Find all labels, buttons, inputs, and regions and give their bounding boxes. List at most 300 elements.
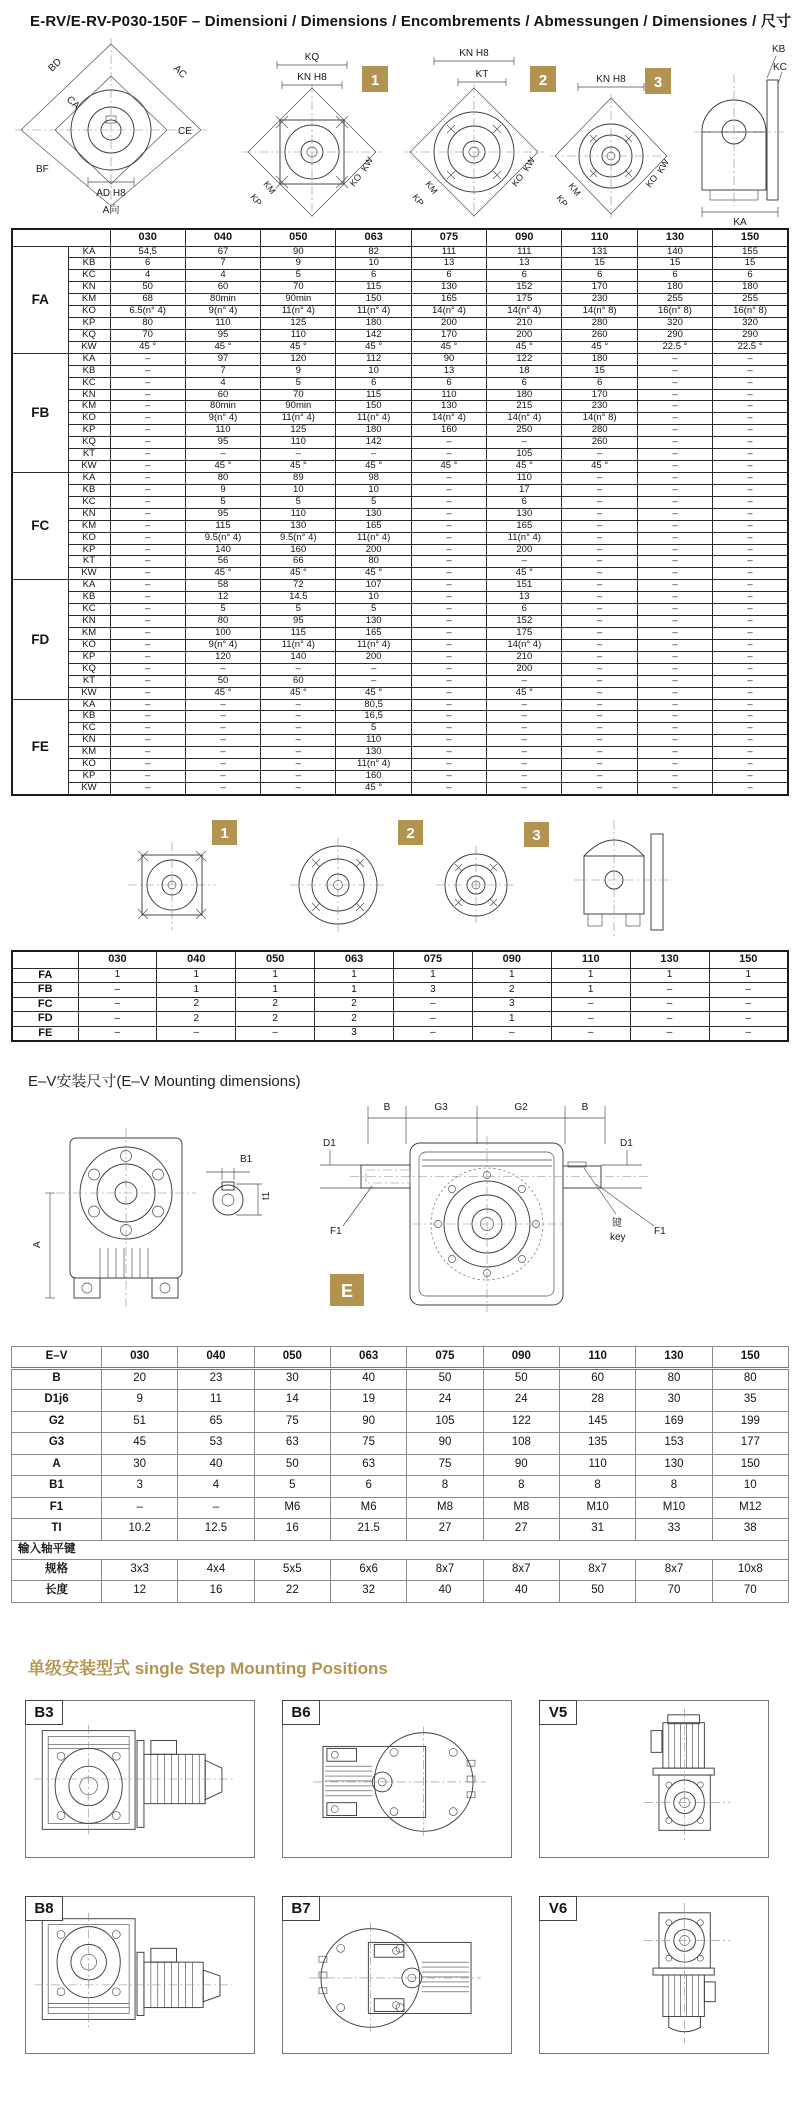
dim-value: 230 — [562, 401, 637, 413]
dim-value: – — [110, 449, 185, 461]
dim-label: KC — [773, 62, 787, 73]
dim-value: 80 — [110, 318, 185, 330]
ev-row-ti — [12, 1519, 789, 1541]
dim-value: – — [637, 711, 712, 723]
ev-value: – — [102, 1497, 178, 1519]
group-label-fa: FA — [12, 246, 68, 353]
flange-type-label: FC — [12, 997, 78, 1012]
dim-value: – — [713, 639, 788, 651]
ev-value: 110 — [559, 1454, 635, 1476]
dim-value: – — [411, 532, 486, 544]
dim-label: KM — [423, 179, 440, 196]
mounting-position-b6 — [282, 1700, 512, 1858]
ev-value: 50 — [559, 1581, 635, 1603]
dim-label: CA — [63, 94, 82, 112]
dim-value: 130 — [261, 520, 336, 532]
dim-value: – — [487, 711, 562, 723]
flange-type-label: FB — [12, 983, 78, 998]
dim-value: 67 — [185, 246, 260, 258]
dim-value: – — [713, 520, 788, 532]
dim-value: – — [411, 604, 486, 616]
dim-row-fc-kt — [12, 556, 788, 568]
ev-value: 9 — [102, 1390, 178, 1412]
ev-value: 35 — [712, 1390, 788, 1412]
dim-value: – — [411, 592, 486, 604]
ev-value: 199 — [712, 1411, 788, 1433]
dim-value: 45 ° — [110, 341, 185, 353]
dim-value: – — [487, 556, 562, 568]
ev-value: M10 — [636, 1497, 712, 1519]
dim-label: G3 — [434, 1102, 448, 1113]
dim-value: – — [637, 532, 712, 544]
dim-name: KN — [68, 389, 110, 401]
flange-value: 2 — [157, 1012, 236, 1027]
dim-value: 16(n° 8) — [637, 306, 712, 318]
dim-row-fa-ko — [12, 306, 788, 318]
dim-value: – — [261, 711, 336, 723]
dim-row-fb-ko — [12, 413, 788, 425]
ev-value: 8x7 — [559, 1559, 635, 1581]
dim-value: 45 ° — [336, 782, 411, 794]
svg-text:3: 3 — [653, 74, 663, 91]
dim-row-fe-km — [12, 747, 788, 759]
mounting-position-label: B6 — [282, 1700, 320, 1725]
dim-name: KP — [68, 318, 110, 330]
ev-value: 24 — [483, 1390, 559, 1412]
dim-label: KW — [521, 155, 537, 173]
size-column-header: 150 — [709, 951, 788, 968]
dim-value: 115 — [261, 628, 336, 640]
dim-value: – — [562, 687, 637, 699]
ev-value: M8 — [483, 1497, 559, 1519]
dim-value: 11(n° 4) — [261, 639, 336, 651]
dim-row-fa-kb — [12, 258, 788, 270]
dim-value: – — [261, 771, 336, 783]
ev-value: 30 — [254, 1368, 330, 1390]
size-column-header: 040 — [185, 229, 260, 246]
dim-value: 13 — [487, 592, 562, 604]
ev-value: 12 — [102, 1581, 178, 1603]
dim-label: F1 — [654, 1226, 666, 1237]
flange-value: 2 — [236, 1012, 315, 1027]
ev-value: 22 — [254, 1581, 330, 1603]
dim-row-fc-kb — [12, 484, 788, 496]
dim-value: – — [562, 699, 637, 711]
ev-value: 75 — [254, 1411, 330, 1433]
output-shaft-end-view — [15, 38, 207, 216]
dim-value: – — [110, 771, 185, 783]
dim-value: 6 — [487, 496, 562, 508]
flange-row-fe — [12, 1026, 788, 1041]
dim-label: KN H8 — [297, 72, 327, 83]
dim-value: – — [110, 580, 185, 592]
ev-section-title: E–V安装尺寸(E–V Mounting dimensions) — [28, 1073, 301, 1090]
dim-name: KO — [68, 413, 110, 425]
dim-value: 280 — [562, 425, 637, 437]
dim-value: 45 ° — [261, 687, 336, 699]
dim-value: 215 — [487, 401, 562, 413]
dim-value: 125 — [261, 318, 336, 330]
dim-value: – — [411, 699, 486, 711]
flange-value: – — [472, 1026, 551, 1041]
dim-value: 14(n° 4) — [487, 639, 562, 651]
flange-type-1-drawing — [242, 52, 382, 220]
dim-label: KA — [733, 217, 747, 228]
dim-value: – — [562, 651, 637, 663]
dim-name: KN — [68, 508, 110, 520]
dim-value: – — [637, 389, 712, 401]
flange-value: 3 — [472, 997, 551, 1012]
dim-value: 13 — [411, 258, 486, 270]
view-label: A向 — [102, 205, 120, 216]
ev-value: 20 — [102, 1368, 178, 1390]
ev-row-label: A — [12, 1454, 102, 1476]
dim-name: KA — [68, 473, 110, 485]
flange-value: 1 — [551, 968, 630, 983]
dim-value: 90 — [261, 246, 336, 258]
dim-row-fd-km — [12, 628, 788, 640]
ev-value: 10.2 — [102, 1519, 178, 1541]
dim-value: – — [637, 353, 712, 365]
ev-header-cell: 030 — [102, 1347, 178, 1369]
dim-value: 200 — [487, 329, 562, 341]
dim-value: – — [110, 663, 185, 675]
dim-value: – — [637, 377, 712, 389]
dim-value: 70 — [261, 282, 336, 294]
dim-row-fa-kw — [12, 341, 788, 353]
dim-value: 10 — [336, 592, 411, 604]
ev-value: 63 — [330, 1454, 406, 1476]
dim-value: 11(n° 4) — [261, 306, 336, 318]
dim-value: – — [637, 723, 712, 735]
ev-value: 8x7 — [407, 1559, 483, 1581]
dim-label: G2 — [514, 1102, 528, 1113]
dim-value: 11(n° 4) — [336, 759, 411, 771]
dim-value: 150 — [336, 294, 411, 306]
ev-value: 108 — [483, 1433, 559, 1455]
dim-row-fb-ka — [12, 353, 788, 365]
dim-row-fe-kb — [12, 711, 788, 723]
dim-value: 165 — [487, 520, 562, 532]
dim-value: – — [637, 771, 712, 783]
dim-value: – — [110, 723, 185, 735]
flange-type-label: FE — [12, 1026, 78, 1041]
dim-value: 105 — [487, 449, 562, 461]
dim-name: KW — [68, 341, 110, 353]
dim-value: 6 — [336, 377, 411, 389]
dim-value: 82 — [336, 246, 411, 258]
dim-row-fa-kc — [12, 270, 788, 282]
dim-value: 50 — [185, 675, 260, 687]
ev-value: 3x3 — [102, 1559, 178, 1581]
flange-value: – — [630, 1012, 709, 1027]
dim-value: 110 — [261, 437, 336, 449]
dim-name: KA — [68, 246, 110, 258]
dim-value: 130 — [411, 282, 486, 294]
ev-value: 14 — [254, 1390, 330, 1412]
dim-value: 110 — [261, 329, 336, 341]
dim-value: 115 — [336, 389, 411, 401]
dim-value: 80 — [336, 556, 411, 568]
ev-header-cell: 150 — [712, 1347, 788, 1369]
dim-value: – — [637, 365, 712, 377]
dim-value: – — [562, 508, 637, 520]
dim-value: – — [487, 747, 562, 759]
dim-value: – — [110, 556, 185, 568]
dim-value: – — [713, 723, 788, 735]
dim-name: KB — [68, 484, 110, 496]
dim-value: 80,5 — [336, 699, 411, 711]
dim-value: – — [637, 449, 712, 461]
dim-value: – — [185, 782, 260, 794]
dim-value: 210 — [487, 651, 562, 663]
dim-label: KQ — [304, 52, 320, 63]
group-label-fc: FC — [12, 473, 68, 580]
dim-value: – — [110, 651, 185, 663]
dim-value: – — [110, 687, 185, 699]
dim-row-fb-kc — [12, 377, 788, 389]
flange-value: – — [394, 1026, 473, 1041]
dim-value: 140 — [185, 544, 260, 556]
dim-value: 18 — [487, 365, 562, 377]
ev-value: 4x4 — [178, 1559, 254, 1581]
flange-value: – — [78, 1012, 157, 1027]
dim-value: – — [637, 639, 712, 651]
dim-value: – — [637, 735, 712, 747]
flange-value: – — [630, 997, 709, 1012]
dim-value: – — [562, 663, 637, 675]
dim-value: – — [110, 484, 185, 496]
dim-label: BF — [36, 164, 49, 175]
dim-value: – — [713, 699, 788, 711]
dim-value: 72 — [261, 580, 336, 592]
flange-value: 1 — [157, 968, 236, 983]
ev-value: 4 — [178, 1476, 254, 1498]
ev-value: 80 — [712, 1368, 788, 1390]
dim-name: KM — [68, 401, 110, 413]
mounting-position-label: B8 — [25, 1896, 63, 1921]
dim-value: – — [562, 520, 637, 532]
dim-name: KP — [68, 771, 110, 783]
dim-value: 175 — [487, 628, 562, 640]
dim-value: 45 ° — [562, 341, 637, 353]
dim-name: KB — [68, 365, 110, 377]
dim-value: – — [110, 711, 185, 723]
flange-value: – — [551, 1026, 630, 1041]
dim-value: – — [562, 735, 637, 747]
flange-row-fd — [12, 1012, 788, 1027]
dim-name: KN — [68, 616, 110, 628]
dim-row-fe-kw — [12, 782, 788, 794]
dim-value: – — [185, 711, 260, 723]
ev-value: 8 — [636, 1476, 712, 1498]
flange-value: 1 — [394, 968, 473, 983]
dim-value: – — [637, 663, 712, 675]
dim-value: – — [411, 580, 486, 592]
flange-value: 2 — [157, 997, 236, 1012]
dim-name: KN — [68, 282, 110, 294]
dim-value: – — [261, 747, 336, 759]
dim-value: 45 ° — [336, 687, 411, 699]
dim-value: 16,5 — [336, 711, 411, 723]
ev-value: – — [178, 1497, 254, 1519]
dim-value: 160 — [336, 771, 411, 783]
dim-label: KO — [509, 171, 526, 189]
dim-value: – — [185, 723, 260, 735]
dim-value: – — [637, 759, 712, 771]
dim-value: – — [336, 663, 411, 675]
dim-label: A — [32, 1241, 43, 1248]
flange-row-fc — [12, 997, 788, 1012]
dim-value: – — [713, 425, 788, 437]
ev-value: 23 — [178, 1368, 254, 1390]
dim-value: – — [411, 687, 486, 699]
ev-value: 122 — [483, 1411, 559, 1433]
dim-value: 45 ° — [487, 461, 562, 473]
dim-label: KP — [410, 192, 426, 208]
ev-row-g3 — [12, 1433, 789, 1455]
dim-value: 155 — [713, 246, 788, 258]
dim-value: 255 — [637, 294, 712, 306]
dim-row-fc-kp — [12, 544, 788, 556]
dim-value: 5 — [185, 604, 260, 616]
dim-value: – — [110, 437, 185, 449]
dim-value: – — [110, 520, 185, 532]
dim-value: – — [336, 675, 411, 687]
dim-value: – — [185, 663, 260, 675]
dim-value: – — [110, 401, 185, 413]
dim-value: 6 — [562, 270, 637, 282]
size-column-header: 050 — [261, 229, 336, 246]
dim-value: – — [110, 544, 185, 556]
dim-value: – — [637, 604, 712, 616]
dim-value: – — [637, 496, 712, 508]
dim-row-fa-kp — [12, 318, 788, 330]
ev-header-cell: 090 — [483, 1347, 559, 1369]
dim-value: 90min — [261, 401, 336, 413]
dim-row-fc-kc — [12, 496, 788, 508]
ev-value: 33 — [636, 1519, 712, 1541]
flange-3-front-drawing — [436, 846, 516, 926]
dim-value: 110 — [487, 473, 562, 485]
dim-value: 151 — [487, 580, 562, 592]
dim-row-fe-kp — [12, 771, 788, 783]
flange-value: – — [236, 1026, 315, 1041]
flange-3-badge — [645, 68, 671, 94]
dim-row-fd-kw — [12, 687, 788, 699]
dim-value: – — [261, 759, 336, 771]
dim-value: 11(n° 4) — [336, 639, 411, 651]
dim-value: 140 — [261, 651, 336, 663]
dim-value: 9 — [261, 365, 336, 377]
ev-key-row — [12, 1559, 789, 1581]
dim-value: 6 — [487, 377, 562, 389]
dim-value: 6 — [110, 258, 185, 270]
ev-badge — [330, 1274, 364, 1306]
dim-value: 9 — [185, 484, 260, 496]
flange-type-label: FD — [12, 1012, 78, 1027]
mounting-position-b7 — [282, 1896, 512, 2054]
dim-label: KW — [655, 157, 671, 175]
ev-value: 153 — [636, 1433, 712, 1455]
dim-value: 115 — [185, 520, 260, 532]
ev-value: 70 — [712, 1581, 788, 1603]
flange-variant-drawings — [100, 812, 720, 946]
dim-value: 14.5 — [261, 592, 336, 604]
ev-value: 150 — [712, 1454, 788, 1476]
ev-value: 135 — [559, 1433, 635, 1455]
dim-label: KP — [554, 193, 570, 209]
dim-value: 45 ° — [487, 687, 562, 699]
mounting-position-b8 — [25, 1896, 255, 2054]
dim-value: 12 — [185, 592, 260, 604]
dim-label: t1 — [261, 1191, 272, 1200]
dim-row-fd-ko — [12, 639, 788, 651]
dim-value: – — [110, 353, 185, 365]
dim-value: 60 — [261, 675, 336, 687]
dim-value: 142 — [336, 329, 411, 341]
dim-value: – — [562, 568, 637, 580]
shaft-key-section-view — [206, 1154, 272, 1215]
ev-value: 30 — [636, 1390, 712, 1412]
ev-value: 177 — [712, 1433, 788, 1455]
dim-value: 45 ° — [336, 341, 411, 353]
dim-value: – — [713, 771, 788, 783]
dim-value: 5 — [336, 723, 411, 735]
dim-value: 130 — [487, 508, 562, 520]
ev-row-label: D1j6 — [12, 1390, 102, 1412]
dim-value: – — [562, 675, 637, 687]
dim-value: 15 — [637, 258, 712, 270]
dim-value: – — [261, 699, 336, 711]
dim-value: 80 — [185, 616, 260, 628]
size-column-header: 030 — [110, 229, 185, 246]
dim-value: – — [411, 496, 486, 508]
ev-value: 24 — [407, 1390, 483, 1412]
ev-row-f1 — [12, 1497, 789, 1519]
dim-value: – — [562, 544, 637, 556]
dim-label: B — [581, 1102, 589, 1113]
dim-name: KC — [68, 496, 110, 508]
dim-value: 131 — [562, 246, 637, 258]
ev-value: 40 — [178, 1454, 254, 1476]
dim-value: – — [261, 735, 336, 747]
dim-value: 180 — [336, 425, 411, 437]
flange-2-badge — [398, 820, 423, 845]
ev-header-cell: 040 — [178, 1347, 254, 1369]
size-column-header: 090 — [487, 229, 562, 246]
dim-label: AD H8 — [96, 188, 126, 199]
dim-value: – — [713, 568, 788, 580]
dim-value: 5 — [336, 604, 411, 616]
dim-value: – — [110, 592, 185, 604]
dim-row-fb-kp — [12, 425, 788, 437]
dim-value: 320 — [637, 318, 712, 330]
ev-value: M10 — [559, 1497, 635, 1519]
dim-row-fc-ka — [12, 473, 788, 485]
dim-value: – — [110, 377, 185, 389]
dim-label: KO — [643, 172, 660, 190]
flange-value: – — [630, 1026, 709, 1041]
flange-value: 2 — [315, 997, 394, 1012]
flange-value: 2 — [236, 997, 315, 1012]
dim-value: – — [411, 723, 486, 735]
flange-value: – — [157, 1026, 236, 1041]
ev-value: 32 — [330, 1581, 406, 1603]
dim-value: – — [637, 628, 712, 640]
flange-value: 3 — [315, 1026, 394, 1041]
gearbox-front-view — [32, 1128, 196, 1308]
